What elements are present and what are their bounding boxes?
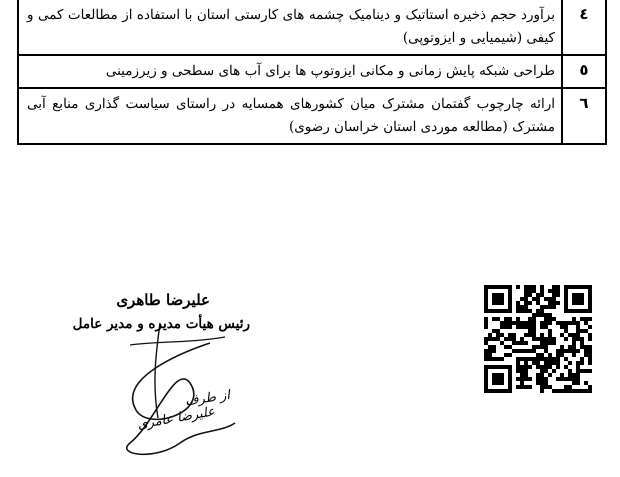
row-number: ٥ bbox=[562, 55, 606, 88]
row-text: طراحی شبکه پایش زمانی و مکانی ایزوتوپ ها برای آب های سطحی و زیرزمینی bbox=[18, 55, 562, 88]
signature-scribble bbox=[60, 283, 250, 473]
on-behalf-name: علیرضا عامری bbox=[135, 404, 216, 433]
projects-table bbox=[17, 0, 607, 145]
row-number: ٤ bbox=[562, 0, 606, 55]
row-number: ٦ bbox=[562, 88, 606, 144]
table-row bbox=[18, 0, 606, 55]
signatory-title: رئیس هیأت مدیره و مدیر عامل bbox=[72, 316, 250, 332]
table-row bbox=[18, 88, 606, 144]
signature-block bbox=[60, 283, 250, 473]
row-text: برآورد حجم ذخیره استاتیک و دینامیک چشمه های کارستی استان با استفاده از مطالعات کمی و کیفی (شیمیایی و ایزوتوپی) bbox=[18, 0, 562, 55]
on-behalf-label: از طرف bbox=[184, 387, 231, 410]
table-row bbox=[18, 55, 606, 88]
row-text: ارائه چارچوب گفتمان مشترک میان کشورهای همسایه در راستای سیاست گذاری منابع آبی مشترک (مطالعه موردی استان خراسان رضوی) bbox=[18, 88, 562, 144]
signatory-name: علیرضا طاهری bbox=[116, 291, 210, 309]
qr-code-icon bbox=[484, 285, 594, 393]
